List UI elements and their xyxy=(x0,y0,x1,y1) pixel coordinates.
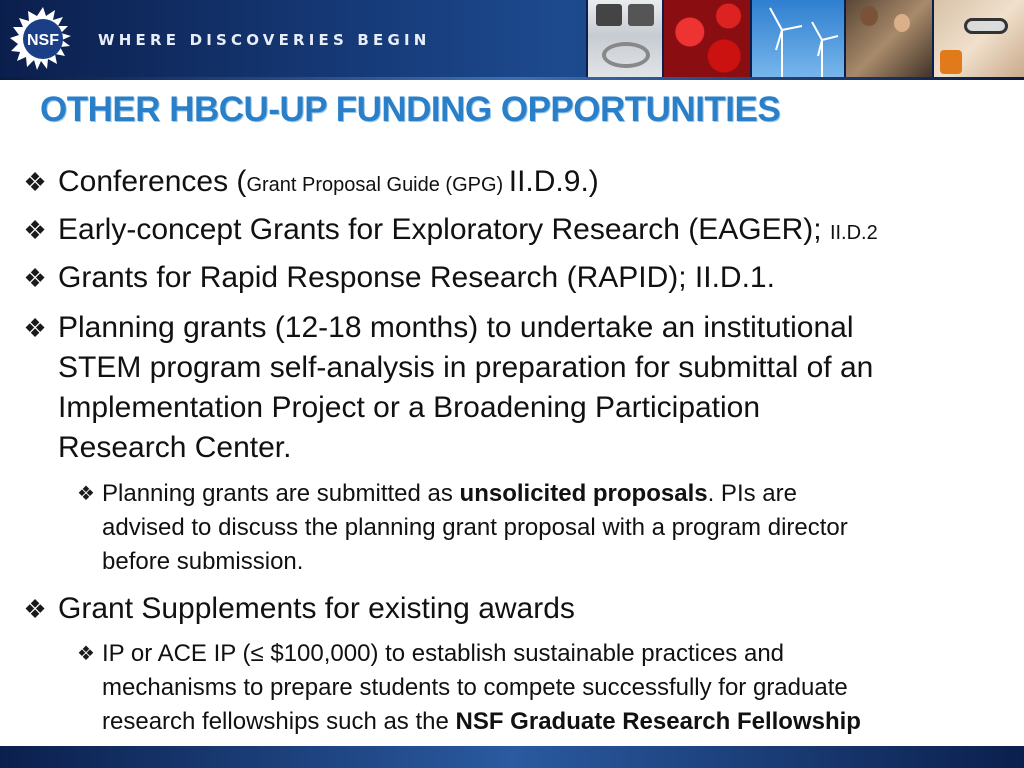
bullet-conferences xyxy=(23,162,599,205)
bullet-small-text: Grant Proposal Guide (GPG) xyxy=(246,174,509,196)
subbullet-supplements xyxy=(77,637,861,739)
tagline: WHERE DISCOVERIES BEGIN xyxy=(98,31,431,49)
bullet-text: Grants for Rapid Response Research (RAPID); II.D.1. xyxy=(58,261,775,294)
subbullet-line: advised to discuss the planning grant proposal with a program director xyxy=(102,514,848,541)
subbullet-text: research fellowships such as the xyxy=(102,708,456,735)
diamond-bullet-icon: ❖ xyxy=(77,643,95,665)
bullet-line: Implementation Project or a Broadening Participation xyxy=(58,391,761,424)
subbullet-bold-text: unsolicited proposals xyxy=(459,480,708,507)
bullet-planning xyxy=(23,308,874,468)
bullet-line: STEM program self-analysis in preparation for submittal of an xyxy=(58,351,874,384)
subbullet-line: before submission. xyxy=(102,548,304,575)
bullet-eager xyxy=(23,210,878,253)
bullet-text: Conferences ( xyxy=(58,165,247,198)
subbullet-planning xyxy=(77,477,848,579)
page-title: OTHER HBCU-UP FUNDING OPPORTUNITIES xyxy=(40,90,781,129)
bullet-line: Planning grants (12-18 months) to undertake an institutional xyxy=(58,311,854,344)
diamond-bullet-icon: ❖ xyxy=(23,215,47,245)
diamond-bullet-icon: ❖ xyxy=(23,313,47,343)
bullet-text: Early-concept Grants for Exploratory Research (EAGER); xyxy=(58,213,830,246)
subbullet-text: . PIs are xyxy=(707,480,797,507)
diamond-bullet-icon: ❖ xyxy=(23,594,47,624)
subbullet-line: IP or ACE IP (≤ $100,000) to establish sustainable practices and xyxy=(102,640,785,667)
footer-bar xyxy=(0,746,1024,768)
diamond-bullet-icon: ❖ xyxy=(77,483,95,505)
subbullet-line: mechanisms to prepare students to compete successfully for graduate xyxy=(102,674,848,701)
diamond-bullet-icon: ❖ xyxy=(23,167,47,197)
logo-text: NSF xyxy=(27,32,59,49)
bullet-supplements xyxy=(23,589,575,629)
subbullet-text: Planning grants are submitted as xyxy=(102,480,460,507)
bullet-small-text: II.D.2 xyxy=(829,222,878,244)
subbullet-bold-text: NSF Graduate Research Fellowship xyxy=(455,708,861,735)
bullet-text: Grant Supplements for existing awards xyxy=(58,592,575,625)
diamond-bullet-icon: ❖ xyxy=(23,263,47,293)
bullet-rapid xyxy=(23,258,775,298)
bullet-text-end: II.D.9.) xyxy=(508,165,599,198)
bullet-line: Research Center. xyxy=(58,431,292,464)
